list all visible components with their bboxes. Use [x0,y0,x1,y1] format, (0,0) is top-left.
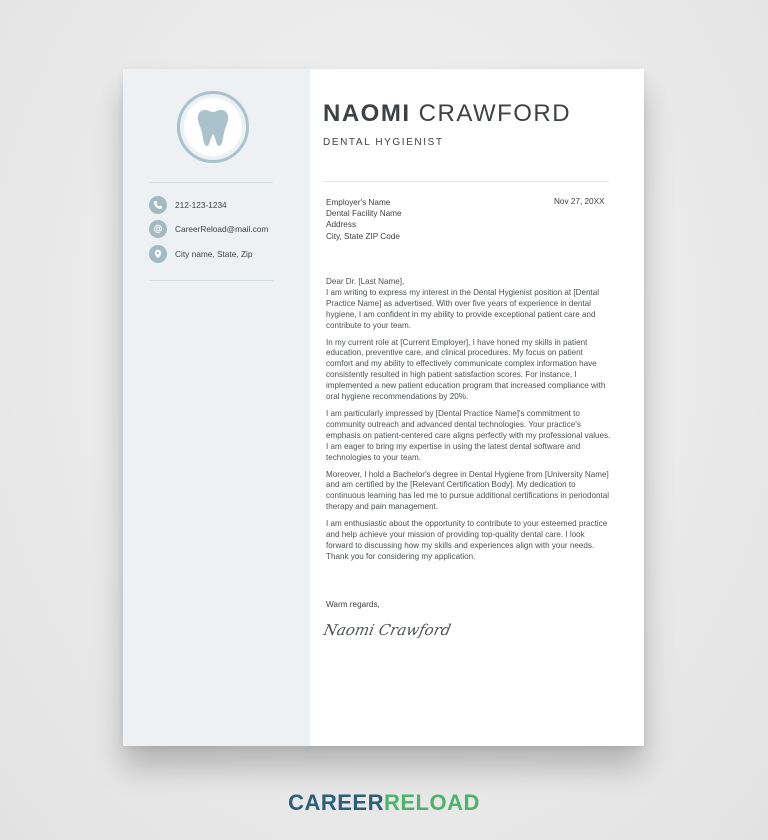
phone-icon [149,196,167,214]
location-text: City name, State, Zip [175,249,253,259]
recipient-line: Dental Facility Name [326,209,402,219]
job-title: DENTAL HYGIENIST [323,137,444,148]
recipient-line: City, State ZIP Code [326,231,400,241]
logo-badge [177,91,249,163]
brand-part-2: RELOAD [384,790,480,815]
applicant-name [323,100,571,128]
email-address: CareerReload@mail.com [175,224,269,234]
first-name: NAOMI [323,100,411,127]
recipient-line: Address [326,220,357,230]
recipient-line: Employer's Name [326,198,391,207]
tooth-icon [197,109,229,147]
letter-paragraph: I am writing to express my interest in the Dental Hygienist position at [Dental Practice Name] as advertised. With over five years of experience in dental hygiene, I am confident in my ability to provide exceptional patient care and contribute to your team. [326,287,600,330]
closing: Warm regards, [326,600,380,609]
sidebar [123,69,310,746]
last-name: CRAWFORD [418,100,572,127]
letter-paragraph: In my current role at [Current Employer], I have honed my skills in patient education, preventive care, and clinical procedures. My focus on patient comfort and my ability to effectively communicate complex information have consistently resulted in high patient satisfaction scores. For instance, I implemented a new patient education program that increased compliance with oral hygiene recommendations by 20%. [326,337,606,402]
signature: Naomi Crawford [322,621,453,639]
contact-location [149,244,252,264]
sidebar-divider-bottom [149,280,273,281]
brand-logo [0,790,768,816]
header-divider [323,181,609,182]
letter-paragraph: I am particularly impressed by [Dental Practice Name]'s commitment to community outreach and advanced dental technologies. Your practice's emphasis on patient-centered care aligns perfectly with my professional values. I am eager to bring my expertise in using the latest dental software and technologies to your team. [326,408,611,462]
recipient-address [326,197,402,242]
letter-date: Nov 27, 20XX [554,197,605,206]
greeting: Dear Dr. [Last Name], [326,277,405,286]
letter-paragraph: I am enthusiastic about the opportunity to contribute to your esteemed practice and help achieve your mission of providing top-quality dental care. I look forward to discussing how my skills and experiences align with your needs. Thank you for considering my application. [326,519,608,561]
phone-number: 212-123-1234 [175,200,227,210]
contact-phone [149,195,227,215]
letter-body [326,277,612,569]
sidebar-divider-top [149,182,273,183]
contact-email [149,219,268,239]
brand-part-1: CAREER [288,790,384,815]
location-pin-icon [149,245,167,263]
letter-paragraph: Moreover, I hold a Bachelor's degree in Dental Hygiene from [University Name] and am certified by the [Relevant Certification Body]. My dedication to continuous learning has led me to pursue additional certifications in periodontal therapy and pain management. [326,469,610,512]
cover-letter-page [123,69,644,746]
at-icon [149,220,167,238]
